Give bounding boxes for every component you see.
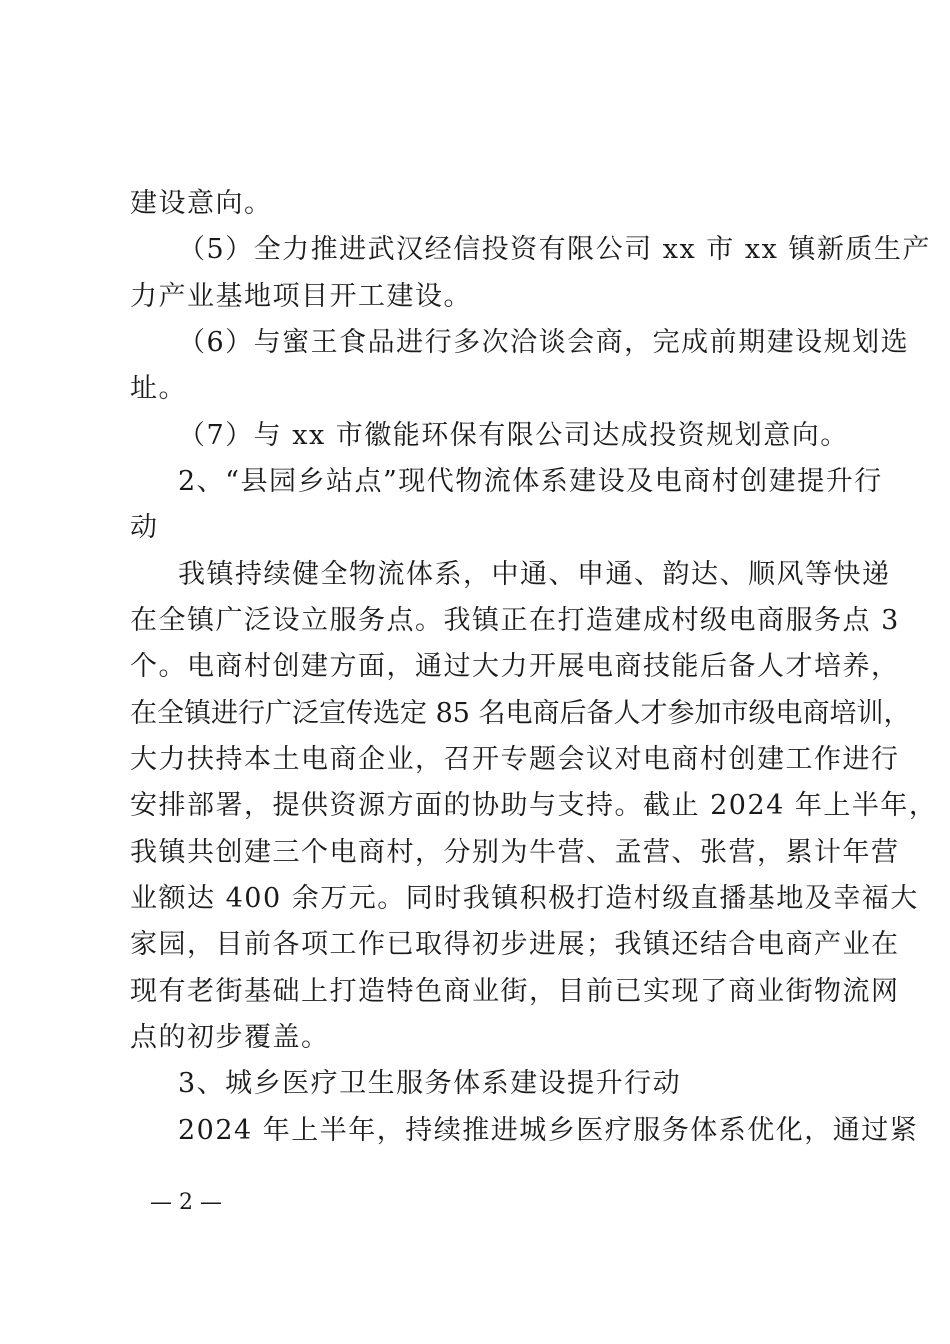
text-line-8: 动 <box>130 512 159 543</box>
text-line-11: 个。电商村创建方面，通过大力开展电商技能后备人才培养， <box>130 651 900 682</box>
text-line-21: 2024 年上半年，持续推进城乡医疗服务体系优化，通过紧 <box>178 1115 919 1146</box>
text-line-14: 安排部署，提供资源方面的协助与支持。截止 2024 年上半年， <box>130 790 938 821</box>
text-line-3: 力产业基地项目开工建设。 <box>130 281 472 312</box>
text-line-19: 点的初步覆盖。 <box>130 1022 330 1053</box>
page-number: — 2 — <box>150 1190 222 1215</box>
section-heading-2: 2、“县园乡站点”现代物流体系建设及电商村创建提升行 <box>178 466 883 497</box>
text-line-10: 在全镇广泛设立服务点。我镇正在打造建成村级电商服务点 3 <box>130 605 900 636</box>
text-line-12: 在全镇进行广泛宣传选定 85 名电商后备人才参加市级电商培训， <box>130 698 911 729</box>
text-line-15: 我镇共创建三个电商村，分别为牛营、孟营、张营，累计年营 <box>130 837 900 868</box>
text-line-18: 现有老街基础上打造特色商业街，目前已实现了商业街物流网 <box>130 976 900 1007</box>
text-line-16: 业额达 400 余万元。同时我镇积极打造村级直播基地及幸福大 <box>130 883 919 914</box>
text-line-1: 建设意向。 <box>130 188 273 219</box>
text-line-17: 家园，目前各项工作已取得初步进展；我镇还结合电商产业在 <box>130 929 900 960</box>
text-line-5: 址。 <box>130 373 187 404</box>
text-line-2: （5）全力推进武汉经信投资有限公司 xx 市 xx 镇新质生产 <box>178 234 931 265</box>
text-line-13: 大力扶持本土电商企业，召开专题会议对电商村创建工作进行 <box>130 744 900 775</box>
text-line-6: （7）与 xx 市徽能环保有限公司达成投资规划意向。 <box>178 420 849 451</box>
section-heading-3: 3、城乡医疗卫生服务体系建设提升行动 <box>178 1068 682 1099</box>
text-line-9: 我镇持续健全物流体系，中通、申通、韵达、顺风等快递 <box>178 559 891 590</box>
text-line-4: （6）与蜜王食品进行多次洽谈会商，完成前期建设规划选 <box>178 327 910 358</box>
